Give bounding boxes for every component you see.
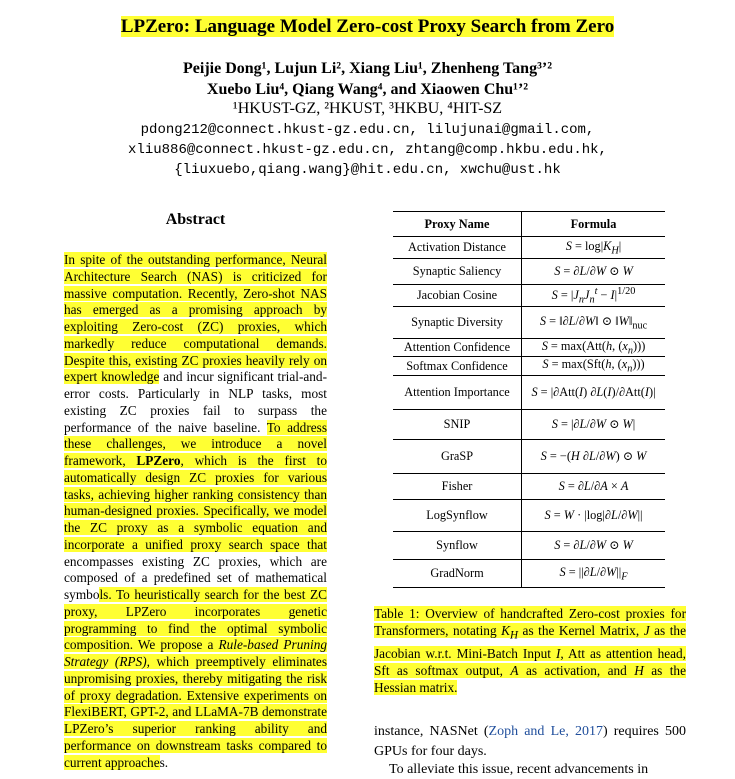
formula-jacobian-cosine: $S = |J_nJ_n^t - I|^{1/20}$ bbox=[522, 285, 666, 307]
formula-synflow: S = ∂L/∂W ⊙ W bbox=[522, 531, 666, 559]
formula-attention-confidence: S = max(Att(h, $(x_n)$)) bbox=[522, 339, 666, 357]
author-list bbox=[0, 58, 735, 100]
col-proxy-name: Proxy Name bbox=[393, 212, 522, 237]
abstract-plain-2: encompasses existing ZC proxies, which are composed of a predefined set of mathematical symbo bbox=[64, 553, 327, 602]
table-row: Synflow S = ∂L/∂W ⊙ W bbox=[393, 531, 665, 559]
formula-activation-distance: $S = \log|K_H|$ bbox=[522, 237, 666, 259]
table-row: Activation Distance $S = \log|K_H|$ bbox=[393, 237, 665, 259]
formula-fisher: S = ∂L/∂A × A bbox=[522, 473, 666, 499]
lpzero-bold: LPZero bbox=[136, 453, 181, 468]
email-line-1: pdong212@connect.hkust-gz.edu.cn, lilujunai@gmail.com, bbox=[140, 122, 595, 138]
table-row: Synaptic Saliency S = ∂L/∂W ⊙ W bbox=[393, 259, 665, 285]
abstract-heading: Abstract bbox=[165, 211, 226, 228]
col-formula: Formula bbox=[522, 212, 666, 237]
formula-synaptic-saliency: S = ∂L/∂W ⊙ W bbox=[522, 259, 666, 285]
table-row: Jacobian Cosine $S = |J_nJ_n^t - I|^{1/20}$ bbox=[393, 285, 665, 307]
table-header-row bbox=[393, 212, 665, 237]
formula-gradnorm: $S = ||\partial L/\partial W||_F$ bbox=[522, 559, 666, 587]
abstract-body: In spite of the outstanding performance, Neural Architecture Search (NAS) is criticized for massive computation. Recently, Zero-shot NAS has emerged as a promising approach by exploiting Zero-cost (ZC) proxies, which markedly reduce computational demands. Despite this, existing ZC proxies heavily rely on expert knowledge and incur significant trial-and-error costs. Particularly in NLP tasks, most existing ZC proxies fail to surpass the performance of the naive baseline. To address these challenges, we introduce a novel framework, LPZero, which is the first to automatically design ZC proxies for various tasks, achieving higher ranking consistency than human-designed proxies. Specifically, we model the ZC proxy as a symbolic equation and incorporate a unified proxy search space that encompasses existing ZC proxies, which are composed of a predefined set of mathematical symbols. To heuristically search for the best ZC proxy, LPZero incorporates genetic programming to find the optimal symbolic composition. We propose a Rule-based Pruning Strategy (RPS), which preemptively eliminates unpromising proxies, thereby mitigating the risk of proxy degradation. Extensive experiments on FlexiBERT, GPT-2, and LLaMA-7B demonstrate LPZero’s superior ranking ability and performance on downstream tasks compared to current approaches. bbox=[64, 252, 327, 770]
email-line-2: xliu886@connect.hkust-gz.edu.cn, zhtang@comp.hkbu.edu.hk, bbox=[128, 142, 607, 158]
citation-link[interactable]: Zoph and Le, 2017 bbox=[488, 724, 603, 739]
formula-attention-importance: S = |∂Att(I) ∂L(I)/∂Att(I)| bbox=[522, 375, 666, 409]
email-line-3: {liuxuebo,qiang.wang}@hit.edu.cn, xwchu@ust.hk bbox=[174, 162, 561, 178]
paper-title: LPZero: Language Model Zero-cost Proxy Search from Zero bbox=[120, 16, 615, 37]
table-row: GraSP S = −(H ∂L/∂W) ⊙ W bbox=[393, 439, 665, 473]
body-paragraph-next: To alleviate this issue, recent advancements in bbox=[389, 762, 649, 777]
table-row: Softmax Confidence S = max(Sft(h, $(x_n)$)) bbox=[393, 357, 665, 375]
affiliations: ¹HKUST-GZ, ²HKUST, ³HKBU, ⁴HIT-SZ bbox=[232, 100, 503, 117]
formula-grasp: S = −(H ∂L/∂W) ⊙ W bbox=[522, 439, 666, 473]
table-row: Attention Importance S = |∂Att(I) ∂L(I)/∂Att(I)| bbox=[393, 375, 665, 409]
authors-line-2: Xuebo Liu⁴, Qiang Wang⁴, and Xiaowen Chu¹ʼ² bbox=[206, 81, 529, 98]
table-caption bbox=[374, 605, 686, 696]
authors-line-1: Peijie Dong¹, Lujun Li², Xiang Liu¹, Zhenheng Tang³ʼ² bbox=[183, 60, 552, 77]
email-list bbox=[0, 120, 735, 180]
zero-cost-proxy-table bbox=[393, 211, 665, 588]
abstract-highlight-3: ls. To heuristically search for the best ZC proxy, LPZero incorporates genetic programming to find the optimal symbolic composition. We propose a Rule-based Pruning Strategy (RPS), which preemptively eliminates unpromising proxies, thereby mitigating the risk of proxy degradation. Extensive experiments on FlexiBERT, GPT-2, and LLaMA-7B demonstrate LPZero’s superior ranking ability and performance on downstream tasks compared to current approache bbox=[64, 587, 327, 770]
abstract-highlight-2: To address these challenges, we introduce a novel framework, LPZero, which is the first to automatically design ZC proxies for various tasks, achieving higher ranking consistency than human-designed proxies. Specifically, we model the ZC proxy as a symbolic equation and incorporate a unified proxy search space that bbox=[64, 419, 327, 552]
table-row: Synaptic Diversity S = ‖∂L/∂W‖ ⊙ $‖W‖_{nuc}$ bbox=[393, 307, 665, 339]
formula-softmax-confidence: S = max(Sft(h, $(x_n)$)) bbox=[522, 357, 666, 375]
rps-italic: Rule-based Pruning Strategy (RPS), bbox=[64, 637, 327, 669]
table-row: Attention Confidence S = max(Att(h, $(x_n)$)) bbox=[393, 339, 665, 357]
formula-synaptic-diversity: S = ‖∂L/∂W‖ ⊙ $‖W‖_{nuc}$ bbox=[522, 307, 666, 339]
caption-highlight: Table 1: Overview of handcrafted Zero-cost proxies for Transformers, notating $K_H$ as the Kernel Matrix, J as the Jacobian w.r.t. Mini-Batch Input I, Att as attention head, Sft as softmax output, A as activation, and H as the Hessian matrix. bbox=[374, 606, 686, 695]
body-paragraph: instance, NASNet (Zoph and Le, 2017) requires 500 GPUs for four days. bbox=[374, 724, 686, 759]
table-row: LogSynflow S = W · |log|∂L/∂W|| bbox=[393, 499, 665, 531]
formula-snip: S = |∂L/∂W ⊙ W| bbox=[522, 409, 666, 439]
table-row: GradNorm $S = ||\partial L/\partial W||_F$ bbox=[393, 559, 665, 587]
formula-logsynflow: S = W · |log|∂L/∂W|| bbox=[522, 499, 666, 531]
table-row: SNIP S = |∂L/∂W ⊙ W| bbox=[393, 409, 665, 439]
table-row: Fisher S = ∂L/∂A × A bbox=[393, 473, 665, 499]
abstract-highlight-1: In spite of the outstanding performance, Neural Architecture Search (NAS) is criticized for massive computation. Recently, Zero-shot NAS has emerged as a promising approach by exploiting Zero-cost (ZC) proxies, which markedly reduce computational demands. Despite this, existing ZC proxies heavily rely on expert knowledge bbox=[64, 252, 327, 385]
abstract-plain-1: and incur significant trial-and-error costs. Particularly in NLP tasks, most existing ZC proxies fail to surpass the performance of the naive baseline. bbox=[64, 369, 327, 435]
